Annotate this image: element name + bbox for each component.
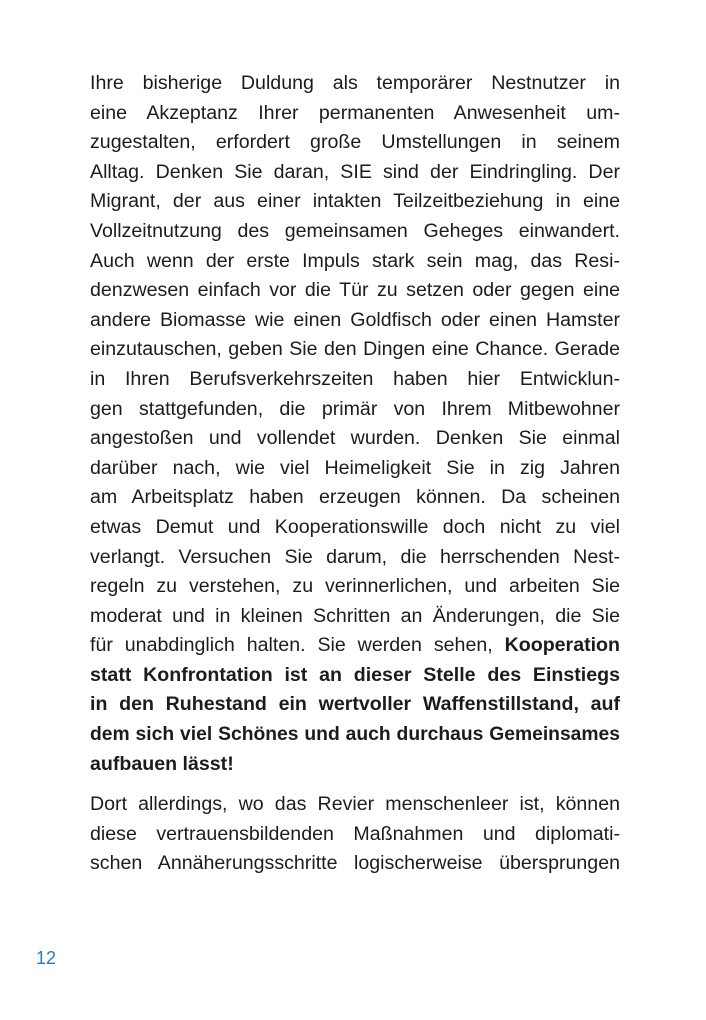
text-line: andere Biomasse wie einen Goldfisch oder einen Hamster [90,308,620,331]
text-line: schen Annäherungsschritte logischerweise übersprungen [90,852,620,875]
text-line: regeln zu verstehen, zu verinnerlichen, und arbeiten Sie [90,575,620,598]
text-line: Dort allerdings, wo das Revier menschenleer ist, können [90,793,620,815]
text-run-normal: für unabdinglich halten. Sie werden sehen, [90,634,505,657]
text-line: Vollzeitnutzung des gemeinsamen Geheges einwandert. [90,219,620,242]
text-line: am Arbeitsplatz haben erzeugen können. Da scheinen [90,486,620,509]
text-line: Ihre bisherige Duldung als temporärer Nestnutzer in [90,72,620,94]
text-line: diese vertrauensbildenden Maßnahmen und diplomati- [90,822,620,845]
text-line-mixed [90,631,620,661]
text-line: gen stattgefunden, die primär von Ihrem Mitbewohner [90,397,620,420]
text-line: eine Akzeptanz Ihrer permanenten Anwesenheit um- [90,101,620,124]
text-line: verlangt. Versuchen Sie darum, die herrschenden Nest- [90,545,620,568]
text-line: Alltag. Denken Sie daran, SIE sind der Eindringling. Der [90,160,620,183]
text-line: darüber nach, wie viel Heimeligkeit Sie in zig Jahren [90,456,620,479]
text-line: denzwesen einfach vor die Tür zu setzen oder gegen eine [90,279,620,302]
text-run-bold: Kooperation [504,634,620,657]
text-line: einzutauschen, geben Sie den Dingen eine Chance. Gerade [90,338,620,361]
page-number: 12 [36,948,57,968]
bold-text-line: in den Ruhestand ein wertvoller Waffenstillstand, auf [90,693,620,716]
bold-text-line: aufbauen lässt! [90,752,234,775]
bold-text-line: statt Konfrontation ist an dieser Stelle des Einstiegs [90,663,620,686]
text-line: etwas Demut und Kooperationswille doch nicht zu viel [90,515,620,538]
bold-text-line: dem sich viel Schönes und auch durchaus Gemeinsames [90,724,620,746]
text-line: moderat und in kleinen Schritten an Änderungen, die Sie [90,604,620,627]
text-line: in Ihren Berufsverkehrszeiten haben hier Entwicklun- [90,367,620,390]
paragraph-1 [90,69,620,779]
text-line: angestoßen und vollendet wurden. Denken Sie einmal [90,427,620,450]
text-line: zugestalten, erfordert große Umstellungen in seinem [90,131,620,154]
text-line: Auch wenn der erste Impuls stark sein mag, das Resi- [90,249,620,272]
paragraph-2 [90,790,620,879]
text-line: Migrant, der aus einer intakten Teilzeitbeziehung in eine [90,190,620,213]
